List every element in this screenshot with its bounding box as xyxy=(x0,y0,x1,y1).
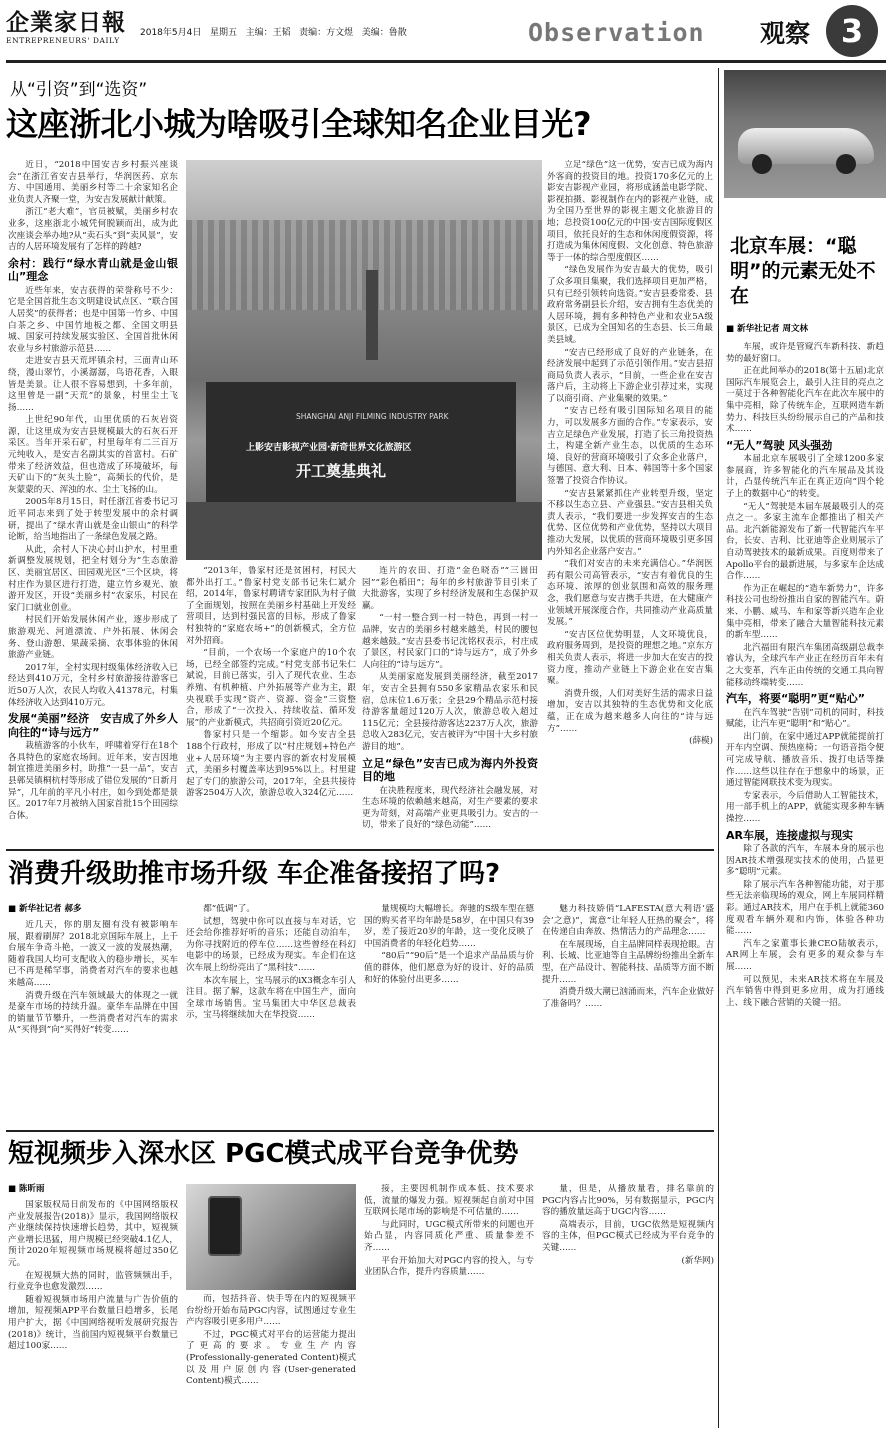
paragraph: “无人”驾驶是本届车展最吸引人的亮点之一。多家主流车企都推出了相关产品。北汽新能源发布了新一代智能汽车平台，长安、吉利、比亚迪等企业则展示了自动驾驶技术的最新成果。百度则带来了Apollo平台的最新进展，与多家车企达成合作…… xyxy=(726,501,884,582)
a3-byline: ■ 新华社记者 郝多 xyxy=(8,904,82,914)
a3-column-4 xyxy=(542,904,714,1125)
a2-subheading-3: AR车展，连接虚拟与现实 xyxy=(726,828,853,842)
a1-column-5 xyxy=(547,160,713,840)
paragraph: “绿色发展作为安吉最大的优势，吸引了众多项目集聚，我们选择项目更加严格，只有已经引领转向选资。”安吉县委常委、县政府常务副县长介绍，安吉拥有生态优美的人居环境，拥有多种特色产业和农业5A级景区，已成为全国知名的生态县、长三角最美县域。 xyxy=(547,265,713,345)
masthead-rule xyxy=(6,60,886,63)
paragraph: 除了各款的汽车，车展本身的展示也因AR技术增强现实技术的使用，凸显更多“聪明”元素。 xyxy=(726,844,884,878)
paragraph: 魅力科技娇俏“LAFESTA(意大利语‘盛会’之意)”，寓意“让年轻人狂热的聚会”，将在传递自由奔放、热情活力的产品理念…… xyxy=(542,904,714,938)
a3-headline: 消费升级助推市场升级 车企准备接招了吗? xyxy=(8,859,501,889)
paragraph: 本届北京车展吸引了全球1200多家参展商，许多智能化的汽车展品及其设计，凸显传统汽车正在真正迈向“四个轮子上的数据中心”的转变。 xyxy=(726,454,884,500)
paragraph: 接，主要因机制作成本低、技术要求低，流量的爆发力强。短视频起自前对中国互联网长尾市场的影响是不可估量的…… xyxy=(364,1184,534,1218)
issue-date: 2018年5月4日 xyxy=(140,28,202,38)
a4-column-2 xyxy=(186,1294,356,1428)
paragraph: “2013年，鲁家村还是贫困村，村民大都外出打工。”鲁家村党支部书记朱仁斌介绍，2014年，鲁家村聘请专家团队为村子做了全面规划，按照在美丽乡村基础上开发经营项目，达到村强民富的目标，形成了鲁家村独特的“家庭农场+”的创新模式，全方位对外招商。 xyxy=(186,566,356,646)
masthead-info xyxy=(140,25,500,39)
issue-weekday: 星期五 xyxy=(209,28,237,38)
paragraph: “安吉已经形成了良好的产业链条，在经济发展中起到了示范引领作用。”安吉县招商局负责人表示，“目前，一些企业在安吉落户后，主动将上下游企业引荐过来，实现了以商引商、产业集聚的效果。” xyxy=(547,347,713,404)
paragraph: “安吉已经有吸引国际知名项目的能力，可以发展多方面的合作。”专家表示，安吉立足绿色产业发展，打造了长三角投资热土，构建全新产业生态，以优质的生态环境、良好的营商环境吸引了众多企业落户，与德国、意大利、日本、韩国等十多个国家签署了投资合作协议。 xyxy=(547,406,713,487)
a4-column-3 xyxy=(364,1184,534,1428)
a4-column-4 xyxy=(542,1184,714,1428)
paragraph: 在决胜程度来，现代经济社会融发展，对生态环境的依赖越来越高，对生产要素的要求更为苛刻，对高端产业更具吸引力。安吉的一切，带来了良好的“绿色动能”…… xyxy=(362,785,538,831)
a2-headline: 北京车展：“聪明”的元素无处不在 xyxy=(730,235,876,307)
paragraph: 走进安吉县天荒坪镇余村，三面青山环绕，漫山翠竹，小溪潺潺，鸟语花香，入眼皆是美景。让人很不容易想到，十多年前，这里曾是一副“天荒”的景象，村里尘土飞扬…… xyxy=(8,356,178,413)
page-number: 3 xyxy=(840,12,864,50)
paragraph: 本次车展上，宝马展示的iX3概念车引人注目。据了解，这款车将在中国生产，面向全球市场销售。宝马集团大中华区总裁表示，宝马将继续加大在华投资…… xyxy=(186,975,356,1021)
photo-city-skyline xyxy=(186,220,542,310)
paragraph: 北汽福田有限汽车集团高级副总裁李睿认为，全球汽车产业正在经历百年未有之大变革，汽车正由传统的交通工具向智能移动终端转变…… xyxy=(726,642,884,688)
masthead-english: ENTREPRENEURS' DAILY xyxy=(6,36,120,45)
a3-column-2 xyxy=(186,904,356,1125)
paragraph: 作为正在崛起的“造车新势力”，许多科技公司也纷纷推出自家的智能汽车。蔚来、小鹏、威马、车和家等新兴造车企业集中亮相，带来了融合大量智能科技元素的新车型…… xyxy=(726,583,884,641)
a3-column-1 xyxy=(8,920,178,1125)
paragraph: 近几天，你的朋友圈有没有被影响车展，跟着刷屏？2018北京国际车展上，上千台展车争奇斗艳，一波又一波的发展热潮，随着我国人均可支配收入的稳步增长，买车已不再是稀罕事，消费者对汽车的要求也越来越高…… xyxy=(8,920,178,988)
a2-column xyxy=(726,342,884,1428)
a1-headline: 这座浙北小城为啥吸引全球知名企业目光? xyxy=(6,105,592,143)
paragraph: 在短视频大热的同时，监管频频出手，行业竞争也愈发激烈…… xyxy=(8,1270,178,1293)
a1-column-1 xyxy=(8,160,178,840)
art-editor: 美编：鲁散 xyxy=(361,28,407,38)
photo-phone xyxy=(208,1196,242,1256)
paragraph: 从此，余村人下决心封山护水，村里重新调整发展规划，把全村划分为“生态旅游区、美丽宜居区、田园观光区”三个区块，将村庄作为景区进行打造，建立竹乡观光、旅游开发区，开设“美丽乡村”农家乐，村民在家门口就业创业。 xyxy=(8,544,178,613)
photo-car-wheel-rear xyxy=(836,154,856,174)
photo-car-wheel-front xyxy=(752,154,772,174)
vertical-divider xyxy=(718,68,719,1428)
a4-headline: 短视频步入深水区 PGC模式成平台竞争优势 xyxy=(8,1139,519,1169)
paragraph: 消费升级在汽车领域最大的体现之一就是豪车市场的持续升温。豪华车品牌在中国的销量节节攀升，一些消费者对汽车的需求从“买得到”向“买得好”转变…… xyxy=(8,990,178,1036)
paragraph: “安吉区位优势明显，人文环境优良，政府服务周到，是投资的理想之地。”京东方相关负责人表示，将进一步加大在安吉的投资力度，推动产业链上下游企业在安吉集聚。 xyxy=(547,629,713,687)
a1-column-3 xyxy=(186,566,356,846)
paragraph: 从美丽家庭发展到美丽经济，截至2017年，安吉全县拥有550多家精品农家乐和民宿，总床位1.6万张；全县29个精品示范村接待游客量超过120万人次，旅游总收入超过115亿元；全县接待游客达2237万人次，旅游总收入283亿元，安吉被评为“中国十大乡村旅游目的地”。 xyxy=(362,672,538,752)
paragraph: “安吉县紧紧抓住产业转型升级，坚定不移以生态立县、产业强县。”安吉县相关负责人表示，“我们要进一步发挥安吉的生态优势、区位优势和产业优势，坚持以大项目推动大发展，以优质的营商环境吸引更多国内外知名企业落户安吉。” xyxy=(547,488,713,557)
paragraph: 出门前，在家中通过APP就能提前打开车内空调、预热座椅；一句语音指令便可完成导航、播放音乐、拨打电话等操作……这些以往存在于想象中的场景，正通过智能网联技术变为现实。 xyxy=(726,731,884,789)
paragraph: 与此同时，UGC模式所带来的问题也开始凸显，内容同质化严重、质量参差不齐…… xyxy=(364,1219,534,1253)
a4-source: (新华网) xyxy=(681,1255,714,1266)
a1-subheading-3: 立足“绿色”安吉已成为海内外投资目的地 xyxy=(362,756,538,783)
a2-photo-concept-car xyxy=(724,70,886,198)
duty-editor: 责编：方文煜 xyxy=(299,28,354,38)
paragraph: 车展，或许是管窥汽车新科技、新趋势的最好窗口。 xyxy=(726,342,884,364)
a1-kicker: 从“引资”到“选资” xyxy=(10,80,148,100)
a4-byline: ■ 陈昕雨 xyxy=(8,1184,45,1194)
a3-column-3 xyxy=(364,904,534,1125)
page-number-badge xyxy=(826,5,878,57)
paragraph: 试想，驾驶中你可以直接与车对话，它还会给你推荐好听的音乐；还能自动泊车，为你寻找附近的停车位……这些曾经在科幻电影中的场景，已经成为现实。车企们在这次车展上纷纷亮出了“黑科技”…… xyxy=(186,916,356,973)
photo-ceremony-backdrop xyxy=(206,382,516,502)
paragraph: 不过，PGC模式对平台的运营能力提出了更高的要求。专业生产内容(Professionally-generated Content)模式以及用户原创内容(User-generated Content)模式…… xyxy=(186,1329,356,1387)
paragraph: 专家表示，今后借助人工智能技术，用一部手机上的APP，就能实现多种车辆操控…… xyxy=(726,790,884,824)
paragraph: 在车展现场，自主品牌同样表现抢眼。吉利、长城、比亚迪等自主品牌纷纷推出全新车型，在产品设计、智能科技、品质等方面不断提升…… xyxy=(542,939,714,985)
paragraph: 村民们开始发展休闲产业，逐步形成了旅游观光、河道漂流、户外拓展、休闲会务、登山游憩、果蔬采摘、农事体验的休闲旅游产业链。 xyxy=(8,615,178,661)
paragraph: 上世纪90年代，山里优质的石灰岩资源，让这里成为安吉县规模最大的石灰石开采区。当年开采石矿，村里每年有二三百万元纯收入，是安吉名副其实的首富村。石矿带来了经济效益，但也造成了环境破坏，每天矿山下的“灰头土脸”，高频长的代价，是灰蒙蒙的天、浑浊的水、尘土飞扬的山。 xyxy=(8,415,178,495)
photo-stage xyxy=(186,502,542,560)
a1-photo-anji-ceremony xyxy=(186,160,542,560)
paragraph: 近些年来，安吉获得的荣誉称号不少：它是全国首批生态文明建设试点区、“联合国人居奖”的获得者；也是中国第一竹乡、中国白茶之乡、中国竹地板之都、全国文明县城、国家可持续发展实验区、全国首批休闲农业与乡村旅游示范县…… xyxy=(8,285,178,354)
paragraph: 随着短视频市场用户流量与广告价值的增加，短视频APP平台数量日趋增多，长尾用户扩大，据《中国网络视听发展研究报告(2018)》统计，当前国内短视频平台数量已超过100家…… xyxy=(8,1294,178,1352)
a1-bottom-rule xyxy=(6,849,714,851)
paragraph: 消费升级，人们对美好生活的需求日益增加，安吉以其独特的生态优势和文化底蕴，正在成为越来越多人向往的“诗与远方”…… xyxy=(547,688,713,734)
chief-editor: 主编：王韬 xyxy=(245,28,291,38)
photo-tower xyxy=(366,270,378,360)
a1-subheading-1: 余村：践行“绿水青山就是金山银山”理念 xyxy=(8,256,178,284)
paragraph: 正在此间举办的2018(第十五届)北京国际汽车展览会上，最引人注目的亮点之一莫过于各种智能化汽车在此次车展中的集中亮相，除了传统车企，互联网造车新势力、科技巨头纷纷展示自己的产品和技术…… xyxy=(726,366,884,435)
caption-ceremony: 开工奠基典礼 xyxy=(296,462,387,480)
section-title-en: Observation xyxy=(528,18,705,47)
paragraph: 2017年，全村实现村级集体经济收入已经达到410万元，全村乡村旅游接待游客已近50万人次，农民人均收入41378元，村集体经济收入达到410万元。 xyxy=(8,662,178,708)
a3-bottom-rule xyxy=(6,1130,714,1132)
paragraph: 而，包括抖音、快手等在内的短视频平台纷纷开始布局PGC内容，试图通过专业生产内容吸引更多用户…… xyxy=(186,1294,356,1328)
paragraph: “目前，一个农场一个家庭户的10个农场，已经全部签约完成。”村党支部书记朱仁斌说，目前已落实，引入了现代农业、生态养殖、有机种植、户外拓展等产业为主，跟央视联手实现“资产、资源、资金”三资整合，形成了“一次投入、持续收益、循环发展”的产业新模式，共招商引资近20亿元。 xyxy=(186,648,356,728)
paragraph: 消费升级大潮已汹涌而来，汽车企业做好了准备吗？…… xyxy=(542,987,714,1009)
paragraph: 2005年8月15日，时任浙江省委书记习近平同志来到了处于转型发展中的余村调研，提出了“绿水青山就是金山银山”的科学论断，给当地指出了一条绿色发展之路。 xyxy=(8,497,178,543)
section-title-cn: 观察 xyxy=(760,19,811,48)
paragraph: 鲁家村只是一个缩影。如今安吉全县188个行政村，形成了以“村庄规划+特色产业+人居环境”为主要内容的新农村发展模式，美丽乡村覆盖率达到95%以上。村里建起了专门的旅游公司，2017年，全县共接待游客2504万人次，旅游总收入324亿元…… xyxy=(186,730,356,799)
paragraph: 可以预见，未来AR技术将在车展及汽车销售中得到更多应用，成为打通线上、线下融合营销的关键一招。 xyxy=(726,974,884,1008)
paragraph: 浙江“老大难”，官员被赋，美丽乡村农业多，这座浙北小城凭何脱颖而出，成为此次座谈会举办地?从“卖石头”到“卖风景”，安吉的人居环境发展有了怎样的跨越? xyxy=(8,207,178,253)
a1-column-4 xyxy=(362,566,538,846)
paragraph: 连片的农田、打造“金色晓岙”“三崮田园”“彩色稻田”；每年的乡村旅游节目引来了大批游客，实现了乡村经济发展和生态保护双赢。 xyxy=(362,566,538,611)
a2-subheading-2: 汽车，将要“聪明”更“贴心” xyxy=(726,692,865,706)
paragraph: 国家版权局日前发布的《中国网络版权产业发展报告(2018)》显示，我国网络版权产业继续保持快速增长趋势，其中，短视频产业增长迅猛，用户规模已经突破4.1亿人，预计2020年短视频市场规模将超过350亿元。 xyxy=(8,1200,178,1268)
paragraph: 近日，“2018中国安吉乡村振兴座谈会”在浙江省安吉县举行，华润医药、京东方、中国通用、美丽乡村等二十余家知名企业负责人齐聚一堂，为安吉发展献计献策。 xyxy=(8,160,178,205)
a1-source: (薛模) xyxy=(689,736,713,747)
masthead-logo: 企業家日報 xyxy=(6,10,126,36)
paragraph: 汽车之家董事长兼CEO陆敏表示，AR网上车展，会有更多的观众参与车展…… xyxy=(726,938,884,972)
paragraph: 立足“绿色”这一优势，安吉已成为海内外客商的投资目的地。投资170多亿元的上影安吉影视产业园，将形成涵盖电影学院、影视拍摄、影视制作在内的影视产业链，成为全国乃至世界的影视主题文化旅游目的地；总投资100亿元的中国·安吉国际度假区项目，依托良好的生态和休闲度假资源，将打造成为集休闲度假、文化创意、特色旅游等于一体的综合型度假区…… xyxy=(547,160,713,263)
a4-column-1 xyxy=(8,1200,178,1428)
caption-english: SHANGHAI ANJI FILMING INDUSTRY PARK xyxy=(296,412,449,421)
paragraph: 高端表示，目前，UGC依然是短视频内容的主体，但PGC模式已经成为平台竞争的关键…… xyxy=(542,1219,714,1253)
a4-photo-smartphone xyxy=(186,1184,356,1290)
paragraph: “一村一整合到一村一特色，再到一村一品牌，安吉的美丽乡村越来越美，村民的腰包越来越鼓。”安吉县委书记沈铭权表示，村庄成了景区，村民家门口的“诗与远方”，成了外乡人向往的“诗与远方”。 xyxy=(362,613,538,670)
caption-chinese: 上影安吉影视产业园·新奇世界文化旅游区 xyxy=(246,443,412,453)
paragraph: 都“低调”了。 xyxy=(203,904,255,914)
paragraph: “80后”“90后”是一个追求产品品质与价值的群体，他们愿意为好的设计、好的品质和好的体验付出更多…… xyxy=(364,951,534,985)
paragraph: “我们对安吉的未来充满信心。”华润医药有限公司高管表示，“安吉有着优良的生态环境、浓厚的创业氛围和高效的服务理念，我们愿意与安吉携手共进，在大健康产业领域开展深度合作，共同推动产业高质量发展。” xyxy=(547,559,713,628)
paragraph: 量规模均大幅增长。奔驰的S级车型在德国的购买者平均年龄是58岁，在中国只有39岁，差了接近20岁的年龄，这一变化反映了中国消费者的年轻化趋势…… xyxy=(364,904,534,949)
a2-byline: ■ 新华社记者 周文林 xyxy=(726,324,808,334)
paragraph: 除了展示汽车各种智能功能，对于那些无法亲临现场的观众，网上车展同样精彩。通过AR技术，用户在手机上就能360度观看车辆外观和内饰，体验各种功能…… xyxy=(726,879,884,937)
paragraph: 栽植游客的小伙车，呼啸着穿行在18个各具特色的家庭农场间。近年来，安吉因地制宜推进美丽乡村，助推“一县一品”，安吉县鄣吴镇桐杭村等形成了错位发展的“日新月异”，几年前的平凡小村庄，如今到处都是景区。2017年7月被纳入国家首批15个田园综合体。 xyxy=(8,741,178,821)
paragraph: 平台开始加大对PGC内容的投入，与专业团队合作，提升内容质量…… xyxy=(364,1255,534,1278)
a2-subheading-1: “无人”驾驶 风头强劲 xyxy=(726,438,833,452)
paragraph: 在汽车驾驶“告别”司机的同时，科技赋能，让汽车更“聪明”和“贴心”。 xyxy=(726,707,884,730)
paragraph: 量，但是，从播放量看，排名靠前的PGC内容占比90%，另有数据显示，PGC内容的播放量远高于UGC内容…… xyxy=(542,1184,714,1218)
a1-subheading-2: 发展“美丽”经济 安吉成了外乡人向往的“诗与远方” xyxy=(8,712,178,739)
